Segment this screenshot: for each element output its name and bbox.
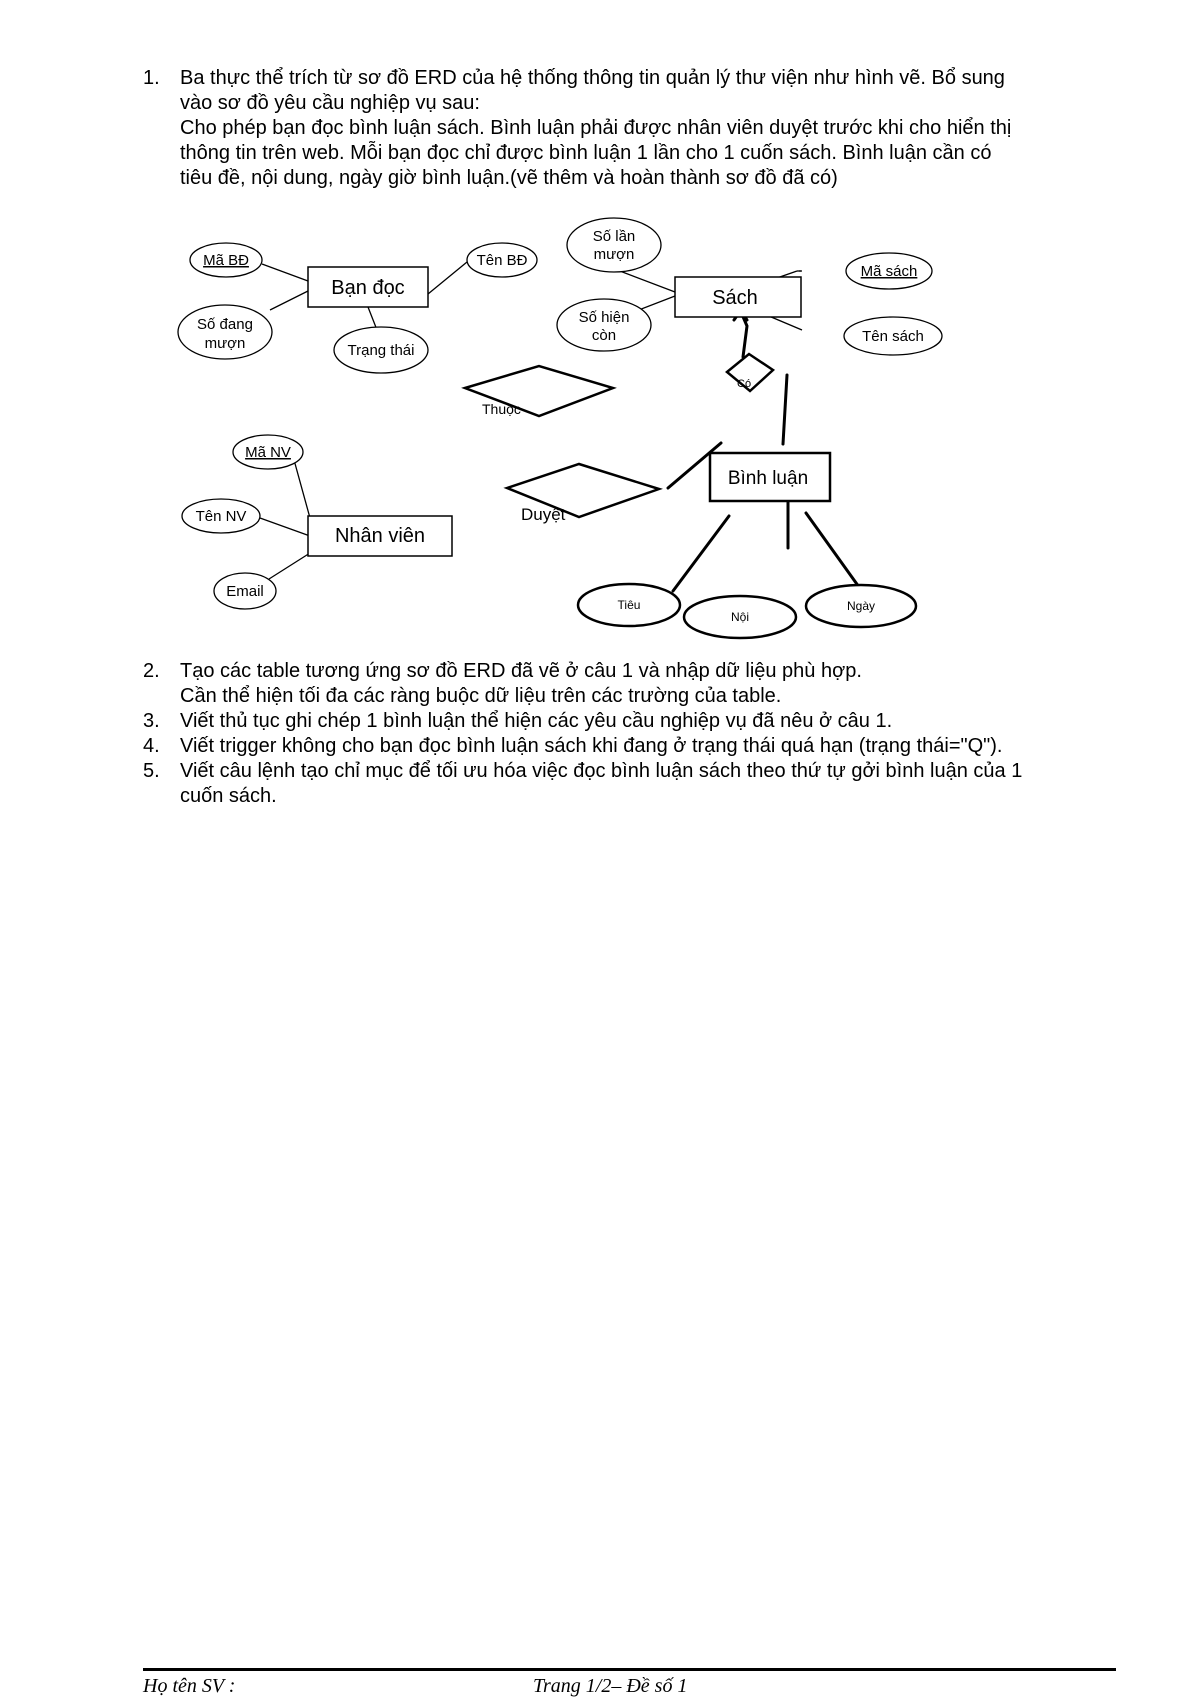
attribute-label: mượn	[593, 246, 635, 263]
question-1	[143, 66, 1170, 191]
question-list-rest	[143, 659, 1133, 809]
attribute-label: Mã sách	[860, 263, 918, 280]
attribute-ngay	[806, 585, 916, 627]
entity-ban-doc	[308, 267, 428, 307]
footer-student-label: Họ tên SV :	[143, 1675, 236, 1697]
attribute-tieu	[578, 584, 680, 626]
connector-line	[270, 291, 308, 310]
attribute-label: Ngày	[846, 599, 876, 613]
attribute-so-lan-muon	[567, 218, 661, 272]
connector-line	[260, 518, 310, 536]
erd-diagram	[175, 214, 945, 644]
connector-line	[428, 262, 467, 294]
attribute-label: Mã NV	[245, 444, 291, 461]
attribute-label: Email	[226, 583, 264, 600]
question-number: 3.	[143, 710, 160, 732]
attribute-so-hien-con	[557, 299, 651, 351]
question-number: 1.	[143, 67, 160, 89]
attribute-label: Nội	[730, 610, 750, 624]
attribute-email	[214, 573, 276, 609]
attribute-ten-sach	[844, 317, 942, 355]
question-line: Tạo các table tương ứng sơ đồ ERD đã vẽ ở câu 1 và nhập dữ liệu phù hợp.	[180, 660, 862, 682]
connector-line	[269, 553, 310, 579]
entity-label: Bạn đọc	[331, 277, 405, 299]
attribute-noi	[684, 596, 796, 638]
entity-label: Sách	[712, 287, 758, 309]
attribute-label: Số lần	[592, 228, 636, 245]
question-2	[143, 659, 1133, 709]
question-line: vào sơ đồ yêu cầu nghiệp vụ sau:	[180, 92, 480, 114]
question-4	[143, 734, 1133, 759]
attribute-ten-bd	[467, 243, 537, 277]
question-5	[143, 759, 1133, 809]
attribute-label: Tiêu	[617, 598, 641, 612]
entity-nhan-vien	[308, 516, 452, 556]
attribute-ma-sach	[846, 253, 932, 289]
attribute-ma-bd	[190, 243, 262, 277]
attribute-label: Mã BĐ	[203, 252, 249, 269]
attribute-label: Số hiện	[578, 309, 630, 326]
question-line: Viết câu lệnh tạo chỉ mục để tối ưu hóa việc đọc bình luận sách theo thứ tự gởi bình luận của 1	[180, 760, 1023, 782]
relationship-co	[727, 354, 773, 391]
attribute-label: Trạng thái	[347, 342, 415, 359]
footer-divider	[143, 1668, 1116, 1671]
hand-line	[783, 375, 787, 444]
attribute-label: Tên NV	[195, 508, 247, 525]
question-line: thông tin trên web. Mỗi bạn đọc chỉ được bình luận 1 lần cho 1 cuốn sách. Bình luận cần có	[180, 142, 992, 164]
entity-binh-luan	[710, 453, 830, 501]
relationship-duyet	[507, 464, 659, 524]
attribute-label: Tên sách	[862, 328, 924, 345]
relationship-label: Thuộc	[482, 401, 521, 417]
question-line: Viết trigger không cho bạn đọc bình luận sách khi đang ở trạng thái quá hạn (trạng thái="Q").	[180, 735, 1003, 757]
attribute-label: Số đang	[197, 316, 253, 333]
attribute-ma-nv	[233, 435, 303, 469]
relationship-thuoc	[465, 366, 613, 417]
relationship-label: Có	[737, 378, 752, 390]
attribute-label: Tên BĐ	[476, 252, 528, 269]
attribute-ten-nv	[182, 499, 260, 533]
question-line: tiêu đề, nội dung, ngày giờ bình luận.(vẽ thêm và hoàn thành sơ đồ đã có)	[180, 167, 838, 189]
question-3	[143, 709, 1133, 734]
connector-line	[262, 264, 308, 281]
entity-sach	[675, 277, 801, 317]
attribute-label: mượn	[204, 335, 246, 352]
entity-label: Nhân viên	[334, 525, 426, 547]
relationship-label: Duyệt	[521, 505, 566, 524]
hand-line	[673, 516, 729, 591]
footer-page-label: Trang 1/2– Đề số 1	[533, 1675, 688, 1697]
question-line: Cần thể hiện tối đa các ràng buộc dữ liệu trên các trường của table.	[180, 685, 782, 707]
question-line: Ba thực thể trích từ sơ đồ ERD của hệ thống thông tin quản lý thư viện như hình vẽ. Bổ sung	[180, 67, 1005, 89]
question-line: Cho phép bạn đọc bình luận sách. Bình luận phải được nhân viên duyệt trước khi cho hiển thị	[180, 117, 1012, 139]
attribute-label: còn	[591, 327, 617, 344]
attribute-so-dang-muon	[178, 305, 272, 359]
question-number: 5.	[143, 760, 160, 782]
attribute-trang-thai	[334, 327, 428, 373]
hand-line	[806, 513, 864, 594]
entity-label: Bình luận	[727, 468, 809, 489]
question-line: cuốn sách.	[180, 785, 277, 807]
question-number: 4.	[143, 735, 160, 757]
question-line: Viết thủ tục ghi chép 1 bình luận thể hiện các yêu cầu nghiệp vụ đã nêu ở câu 1.	[180, 710, 893, 732]
question-number: 2.	[143, 660, 160, 682]
